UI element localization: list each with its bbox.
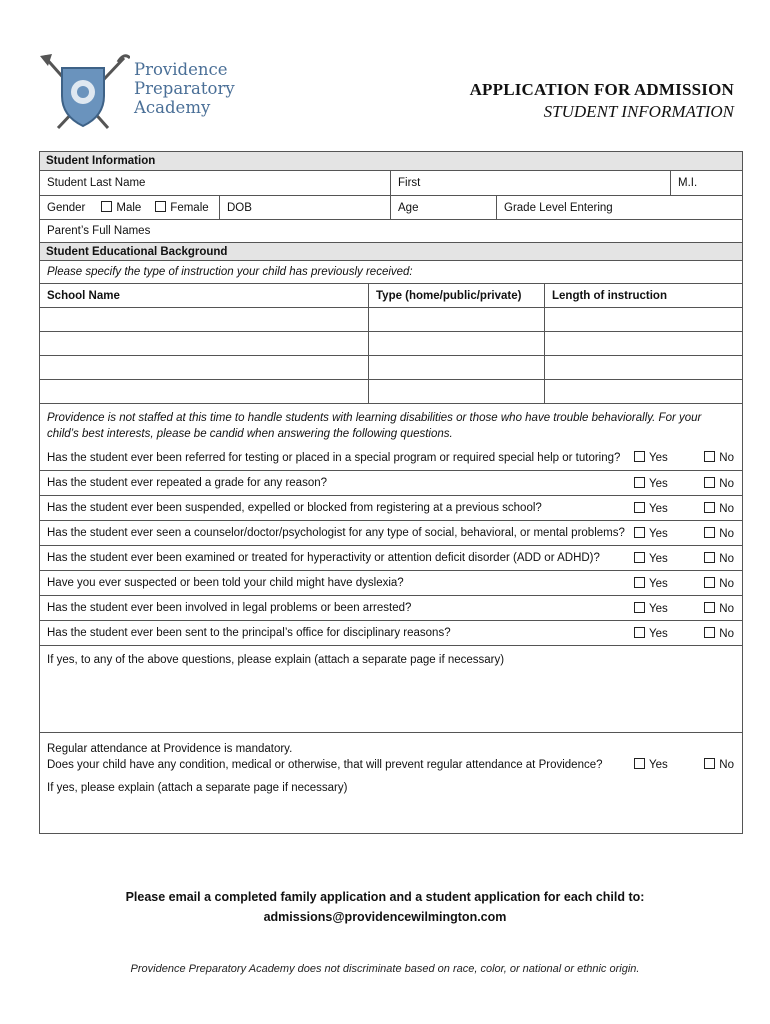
yes-label: Yes xyxy=(649,627,668,640)
female-option[interactable] xyxy=(155,201,208,214)
yes-label: Yes xyxy=(649,477,668,490)
checkbox-icon xyxy=(704,627,715,638)
explain-box-1[interactable] xyxy=(40,645,742,732)
question-row xyxy=(40,520,742,545)
no-label: No xyxy=(719,602,734,615)
checkbox-icon xyxy=(634,451,645,462)
explain-label-2: If yes, please explain (attach a separate page if necessary) xyxy=(47,782,348,794)
explain-label-1: If yes, to any of the above questions, please explain (attach a separate page if necessary) xyxy=(47,654,505,666)
checkbox-icon xyxy=(634,602,645,613)
question-text: Has the student ever been involved in legal problems or been arrested? xyxy=(47,602,412,614)
no-option[interactable] xyxy=(704,527,734,540)
no-option[interactable] xyxy=(704,477,734,490)
no-label: No xyxy=(719,452,734,464)
application-form xyxy=(39,151,743,834)
questions-list xyxy=(40,445,742,645)
mi-field[interactable] xyxy=(670,171,742,195)
length-cell[interactable] xyxy=(544,332,742,355)
length-cell[interactable] xyxy=(544,356,742,379)
age-field[interactable] xyxy=(390,196,496,219)
gender-row xyxy=(40,195,742,219)
length-cell[interactable] xyxy=(544,380,742,403)
female-label: Female xyxy=(170,202,209,214)
no-option[interactable] xyxy=(704,577,734,590)
table-row[interactable] xyxy=(40,331,742,355)
yes-option[interactable] xyxy=(634,502,668,515)
footer-email[interactable]: admissions@providencewilmington.com xyxy=(263,910,507,924)
attendance-line-1: Regular attendance at Providence is mandatory. xyxy=(47,743,293,755)
education-header: Student Educational Background xyxy=(40,242,742,260)
type-cell[interactable] xyxy=(368,356,544,379)
male-label: Male xyxy=(116,202,142,214)
footer-disclaimer: Providence Preparatory Academy does not discriminate based on race, color, or national or ethnic origin. xyxy=(130,963,640,975)
education-prompt: Please specify the type of instruction your child has previously received: xyxy=(47,266,413,278)
dob-field[interactable] xyxy=(219,196,390,219)
yes-label: Yes xyxy=(649,602,668,615)
checkbox-icon xyxy=(155,201,166,212)
logo-line-3: Academy xyxy=(134,98,211,117)
col-school-name: School Name xyxy=(47,289,120,302)
no-option[interactable] xyxy=(704,502,734,515)
education-prompt-row xyxy=(40,260,742,283)
question-row xyxy=(40,570,742,595)
question-text: Have you ever suspected or been told your child might have dyslexia? xyxy=(47,577,404,589)
logo-line-1: Providence xyxy=(134,60,228,79)
checkbox-icon xyxy=(704,552,715,563)
crest-icon xyxy=(38,52,130,132)
type-cell[interactable] xyxy=(368,380,544,403)
last-name-field[interactable] xyxy=(40,171,390,195)
type-cell[interactable] xyxy=(368,308,544,331)
parents-label: Parent’s Full Names xyxy=(47,225,151,237)
logo-line-2: Preparatory xyxy=(134,79,235,98)
yes-option[interactable] xyxy=(634,577,668,590)
last-name-label: Student Last Name xyxy=(47,177,146,189)
question-text: Has the student ever repeated a grade for any reason? xyxy=(47,477,328,489)
question-row xyxy=(40,470,742,495)
yes-label: Yes xyxy=(649,577,668,590)
table-row[interactable] xyxy=(40,355,742,379)
notice: Providence is not staffed at this time to handle students with learning disabilities or those who have trouble behaviorally. For your child’s best interests, please be candid when answering the following questions. xyxy=(40,403,742,445)
parents-row[interactable] xyxy=(40,219,742,242)
gender-field xyxy=(40,196,219,219)
attendance-line-2: Does your child have any condition, medical or otherwise, that will prevent regular attendance at Providence? xyxy=(47,759,603,771)
school-cell[interactable] xyxy=(40,332,368,355)
question-text: Has the student ever been examined or treated for hyperactivity or attention deficit disorder (ADD or ADHD)? xyxy=(47,552,600,564)
school-cell[interactable] xyxy=(40,380,368,403)
question-row xyxy=(40,495,742,520)
question-text: Has the student ever been referred for testing or placed in a special program or required special help or tutoring? xyxy=(47,451,621,464)
dob-label: DOB xyxy=(227,201,252,214)
yes-label: Yes xyxy=(649,527,668,540)
checkbox-icon xyxy=(634,527,645,538)
no-option[interactable] xyxy=(704,451,734,464)
yes-label: Yes xyxy=(649,452,668,464)
page-title: APPLICATION FOR ADMISSION xyxy=(469,80,734,99)
col-length: Length of instruction xyxy=(544,284,742,307)
grade-label: Grade Level Entering xyxy=(504,201,613,214)
no-option[interactable] xyxy=(704,552,734,565)
question-text: Has the student ever seen a counselor/doctor/psychologist for any type of social, behavioral, or mental problems? xyxy=(47,527,625,539)
footer-instructions xyxy=(0,887,770,927)
first-name-field[interactable] xyxy=(390,171,670,195)
yes-label: Yes xyxy=(649,759,668,771)
no-label: No xyxy=(719,552,734,565)
mi-label: M.I. xyxy=(678,177,698,189)
yes-option[interactable] xyxy=(634,477,668,490)
gender-label: Gender xyxy=(47,201,86,214)
checkbox-icon xyxy=(634,552,645,563)
checkbox-icon xyxy=(704,577,715,588)
checkbox-icon xyxy=(704,527,715,538)
table-row[interactable] xyxy=(40,307,742,331)
no-option[interactable] xyxy=(704,602,734,615)
checkbox-icon xyxy=(634,627,645,638)
academy-logo xyxy=(38,52,238,132)
yes-label: Yes xyxy=(649,502,668,515)
no-label: No xyxy=(719,627,734,640)
school-cell[interactable] xyxy=(40,308,368,331)
checkbox-icon xyxy=(704,477,715,488)
yes-option[interactable] xyxy=(634,602,668,615)
student-info-header: Student Information xyxy=(40,152,742,170)
yes-option[interactable] xyxy=(634,757,668,778)
first-name-label: First xyxy=(398,177,421,189)
no-label: No xyxy=(719,502,734,515)
col-type: Type (home/public/private) xyxy=(368,284,544,307)
checkbox-icon xyxy=(704,502,715,513)
checkbox-icon xyxy=(634,502,645,513)
question-row xyxy=(40,620,742,645)
footer-line: Please email a completed family application and a student application for each child to: xyxy=(125,890,645,904)
male-option[interactable] xyxy=(101,201,141,214)
no-label: No xyxy=(719,577,734,590)
yes-option[interactable] xyxy=(634,552,668,565)
no-label: No xyxy=(719,759,734,771)
checkbox-icon xyxy=(704,451,715,462)
attendance-row xyxy=(40,732,742,778)
checkbox-icon xyxy=(634,477,645,488)
yes-label: Yes xyxy=(649,552,668,565)
yes-option[interactable] xyxy=(634,527,668,540)
page-subtitle: STUDENT INFORMATION xyxy=(543,102,734,121)
no-option[interactable] xyxy=(704,757,734,778)
question-row xyxy=(40,445,742,470)
length-cell[interactable] xyxy=(544,308,742,331)
checkbox-icon xyxy=(704,602,715,613)
no-option[interactable] xyxy=(704,627,734,640)
yes-option[interactable] xyxy=(634,627,668,640)
yes-option[interactable] xyxy=(634,451,668,464)
no-label: No xyxy=(719,527,734,540)
checkbox-icon xyxy=(101,201,112,212)
name-row xyxy=(40,170,742,195)
type-cell[interactable] xyxy=(368,332,544,355)
no-label: No xyxy=(719,477,734,490)
explain-box-2[interactable] xyxy=(40,778,742,833)
table-row[interactable] xyxy=(40,379,742,403)
checkbox-icon xyxy=(634,577,645,588)
question-row xyxy=(40,595,742,620)
question-row xyxy=(40,545,742,570)
question-text: Has the student ever been sent to the principal’s office for disciplinary reasons? xyxy=(47,627,451,639)
grade-field[interactable] xyxy=(496,196,742,219)
age-label: Age xyxy=(398,201,419,214)
school-cell[interactable] xyxy=(40,356,368,379)
question-text: Has the student ever been suspended, expelled or blocked from registering at a previous school? xyxy=(47,502,542,514)
checkbox-icon xyxy=(634,758,645,769)
title-block xyxy=(470,80,734,122)
checkbox-icon xyxy=(704,758,715,769)
school-table-header xyxy=(40,283,742,307)
